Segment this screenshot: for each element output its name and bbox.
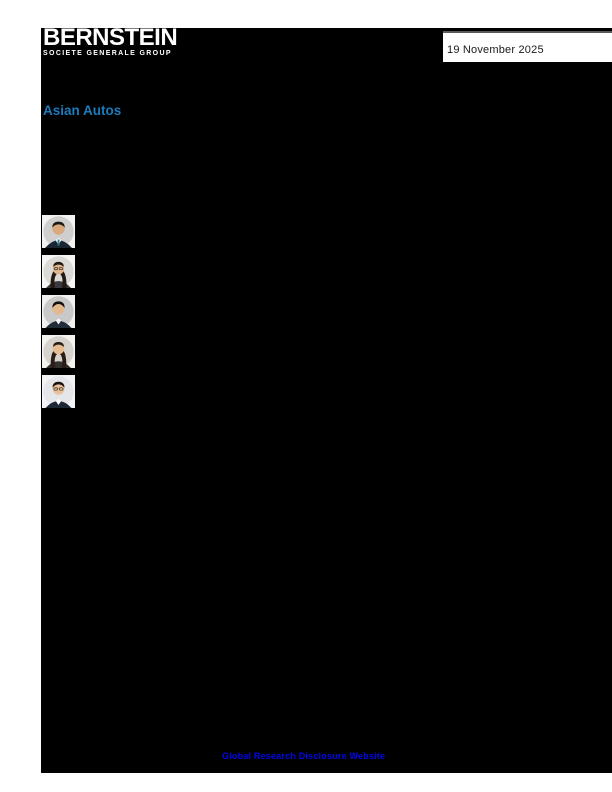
redacted-content-block	[41, 24, 612, 773]
analyst-3-headshot	[42, 295, 75, 328]
disclosure-link[interactable]: Global Research Disclosure Website	[222, 751, 386, 761]
report-date: 19 November 2025	[447, 44, 544, 56]
analyst-4-headshot	[42, 335, 75, 368]
report-category-title: Asian Autos	[43, 103, 122, 118]
bernstein-logo	[43, 24, 178, 57]
logo-wordmark: BERNSTEIN	[43, 24, 178, 51]
logo-subtitle: SOCIETE GENERALE GROUP	[43, 50, 172, 57]
date-box	[443, 31, 612, 62]
analyst-photo-column	[42, 215, 75, 415]
analyst-1-headshot	[42, 215, 75, 248]
analyst-2-headshot	[42, 255, 75, 288]
analyst-5-headshot	[42, 375, 75, 408]
